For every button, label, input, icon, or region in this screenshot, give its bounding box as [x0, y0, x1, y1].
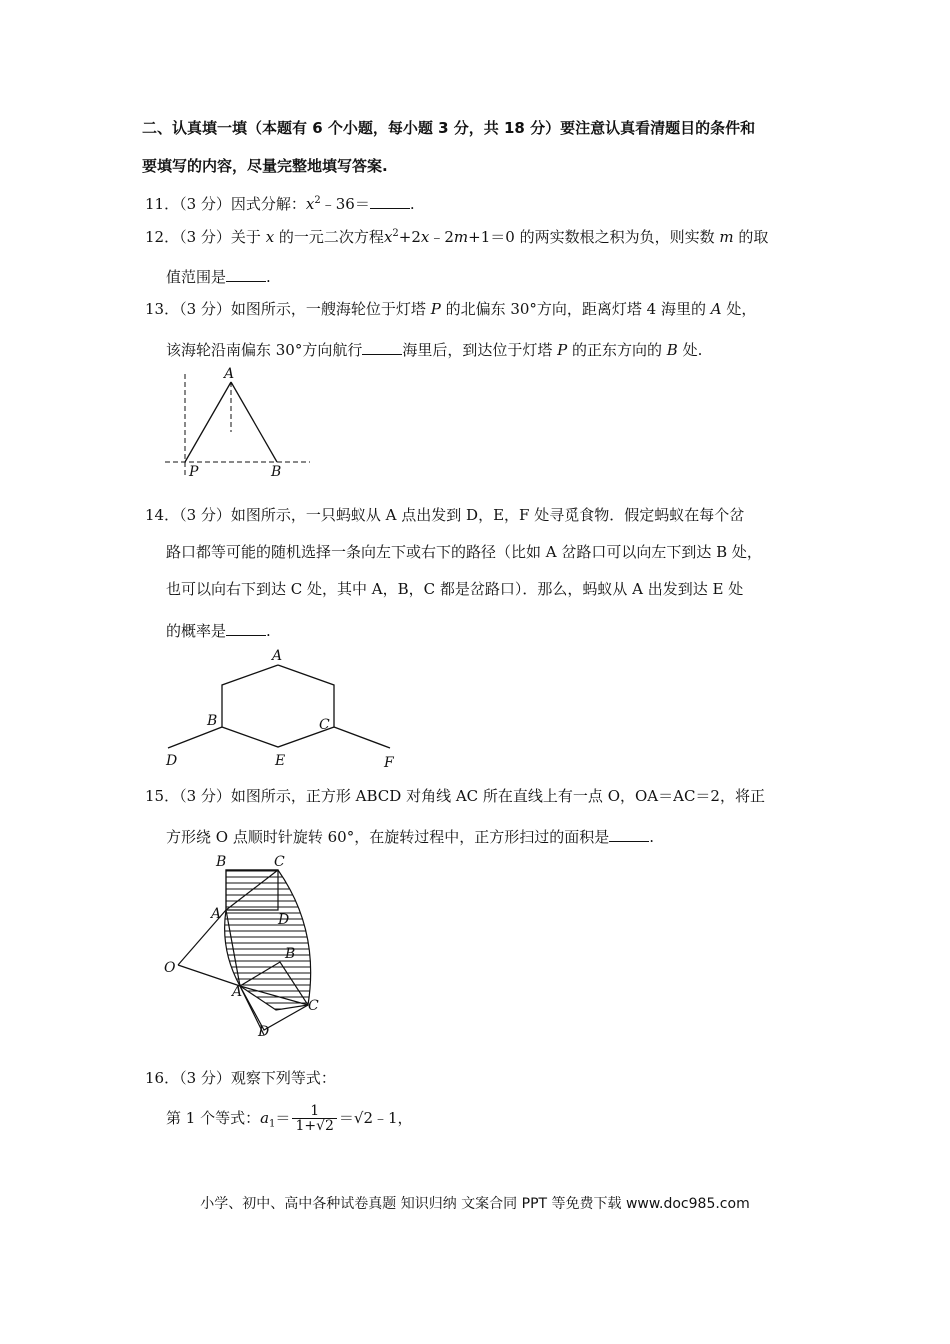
- label-o: O: [164, 960, 176, 976]
- segment-oa-rotated: [178, 965, 240, 986]
- eq1-subscript: 1: [269, 1118, 276, 1130]
- q15-answer-blank[interactable]: [609, 827, 649, 842]
- q15-text-l1: 如图所示，正方形 ABCD 对角线 AC 所在直线上有一点 O，OA＝AC＝2，将正: [230, 787, 765, 805]
- q14-number: 14．: [145, 506, 180, 524]
- q13-text-l2c: 的正东方向的: [572, 341, 663, 359]
- question-15-line1: [145, 789, 765, 804]
- q13-text-l2d: 处.: [682, 341, 703, 359]
- q13-text-l2b: 海里后，到达位于灯塔: [402, 341, 553, 359]
- hexagon-paths: [222, 665, 334, 747]
- eq1-variable: a: [260, 1109, 270, 1127]
- section-heading-line1: 二、认真填一填（本题有 6 个小题，每小题 3 分，共 18 分）要注意认真看清题目的条件和: [142, 119, 756, 137]
- q14-text-l4: 的概率是: [166, 622, 227, 640]
- eq1-rhs: ＝√2﹣1，: [338, 1109, 413, 1127]
- q13-text-c: 处，: [726, 300, 757, 318]
- q15-figure: [160, 850, 340, 1045]
- question-14-line1: [145, 508, 744, 523]
- question-13-line2: 该海轮沿南偏东 30°方向航行 海里后，到达位于灯塔 P 的正东方向的 B 处.: [166, 341, 703, 359]
- q16-score: （3 分）: [179, 1069, 231, 1087]
- segment-ab: [231, 382, 277, 462]
- label-c: C: [319, 717, 330, 733]
- q12-score: （3 分）: [179, 228, 231, 246]
- question-11: 11．（3 分）因式分解：$x^2﹣36=$ .: [145, 195, 415, 213]
- q11-answer-blank[interactable]: [370, 194, 410, 209]
- question-16-line1: [145, 1071, 336, 1086]
- eq1-denominator: 1+√2: [295, 1118, 334, 1134]
- label-c2: C: [308, 998, 319, 1014]
- q12-text-d: ﹣2: [429, 228, 454, 246]
- q12-text-c: +2: [398, 228, 421, 246]
- q13-number: 13．: [145, 300, 180, 318]
- q11-score: （3 分）: [179, 195, 231, 213]
- q13-score: （3 分）: [179, 300, 231, 318]
- label-a2: A: [232, 984, 243, 1000]
- q14-text-l1: 如图所示，一只蚂蚁从 A 点出发到 D，E，F 处寻觅食物．假定蚂蚁在每个岔: [230, 506, 745, 524]
- path-c-f: [334, 727, 390, 748]
- label-b: B: [207, 713, 218, 729]
- question-15-line2: 方形绕 O 点顺时针旋转 60°，在旋转过程中，正方形扫过的面积是 .: [166, 828, 654, 846]
- q14-answer-blank[interactable]: [226, 621, 266, 636]
- q12-text-f: 的取: [738, 228, 769, 246]
- q15-text-l2: 方形绕 O 点顺时针旋转 60°，在旋转过程中，正方形扫过的面积是: [166, 828, 610, 846]
- label-e: E: [275, 753, 286, 769]
- question-16-equation-1: 第 1 个等式：$a_1=$ $\frac{1}{1+√2}$ ＝√2﹣1，: [166, 1103, 413, 1134]
- question-12-line1: 12．（3 分）关于 x 的一元二次方程$x^2+2x﹣2m+1=0$ 的两实数根之积为负，则实数 m 的取: [145, 228, 769, 246]
- label-p: P: [189, 464, 199, 480]
- eq1-numerator: 1: [292, 1104, 336, 1119]
- question-14-line2: 路口都等可能的随机选择一条向左下或右下的路径（比如 A 岔路口可以向左下到达 B 处，: [166, 543, 762, 561]
- q13-text-a: 如图所示，一艘海轮位于灯塔: [230, 300, 426, 318]
- q13-text-l2a: 该海轮沿南偏东 30°方向航行: [166, 341, 363, 359]
- q15-score: （3 分）: [179, 787, 231, 805]
- q15-number: 15．: [145, 787, 180, 805]
- q13-text-b: 的北偏东 30°方向，距离灯塔 4 海里的: [445, 300, 706, 318]
- q12-text-b: 的一元二次方程: [278, 228, 384, 246]
- page-footer: 小学、初中、高中各种试卷真题 知识归纳 文案合同 PPT 等免费下载 www.doc985.com: [200, 1196, 750, 1212]
- q13-figure: [160, 362, 320, 482]
- segment-pa: [185, 382, 231, 462]
- question-14-line4: 的概率是 .: [166, 622, 271, 640]
- label-c1: C: [274, 854, 285, 870]
- q16-number: 16．: [145, 1069, 180, 1087]
- q14-figure: [160, 645, 410, 775]
- q11-number: 11．: [145, 195, 180, 213]
- eq1-fraction: [292, 1104, 336, 1133]
- q16-text: 观察下列等式：: [230, 1069, 336, 1087]
- q12-text-a: 关于: [230, 228, 261, 246]
- label-d2: D: [258, 1024, 270, 1040]
- q14-score: （3 分）: [179, 506, 231, 524]
- q12-number: 12．: [145, 228, 180, 246]
- section-heading-line2: 要填写的内容，尽量完整地填写答案.: [142, 157, 388, 175]
- question-13-line1: 13．（3 分）如图所示，一艘海轮位于灯塔 P 的北偏东 30°方向，距离灯塔 4 海里的 A 处，: [145, 300, 757, 318]
- label-a1: A: [211, 906, 222, 922]
- question-12-line2: 值范围是 .: [166, 268, 271, 286]
- label-b: B: [271, 464, 282, 480]
- label-b2: B: [285, 946, 296, 962]
- q12-text-e: +1＝0 的两实数根之积为负，则实数: [468, 228, 715, 246]
- label-b1: B: [216, 854, 227, 870]
- label-f: F: [384, 755, 394, 771]
- label-d: D: [166, 753, 178, 769]
- label-a: A: [272, 648, 283, 664]
- label-a: A: [224, 366, 235, 382]
- q13-answer-blank[interactable]: [362, 340, 402, 355]
- q12-answer-blank[interactable]: [226, 267, 266, 282]
- path-b-d: [168, 727, 222, 748]
- label-d1: D: [278, 912, 290, 928]
- eq1-label: 第 1 个等式：: [166, 1109, 261, 1127]
- question-14-line3: 也可以向右下到达 C 处，其中 A，B，C 都是岔路口）．那么，蚂蚁从 A 出发到达 E 处: [166, 580, 744, 598]
- q12-text-line2: 值范围是: [166, 268, 227, 286]
- q11-text: 因式分解：: [230, 195, 306, 213]
